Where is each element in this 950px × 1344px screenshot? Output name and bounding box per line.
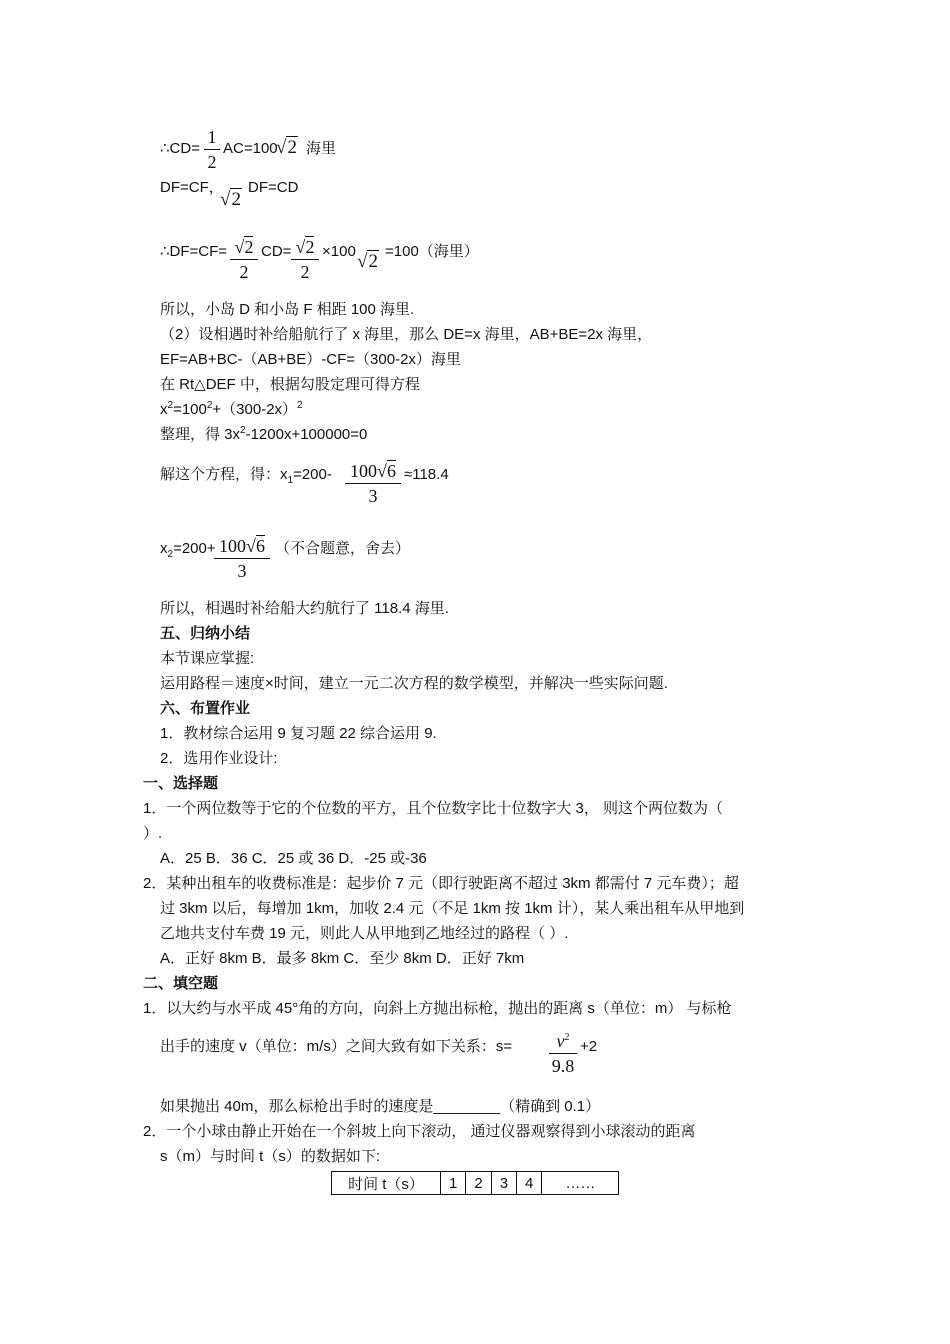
fraction-denominator: 3 bbox=[237, 561, 247, 581]
simplify-line: 整理，得 $3x^2-1200x+100000=0$ bbox=[160, 425, 368, 443]
table-cell: 2 bbox=[466, 1172, 491, 1195]
df-eq-cd: DF=CD bbox=[248, 179, 299, 196]
reject-note: （不合题意，舍去） bbox=[275, 540, 411, 557]
fraction-denominator: 2 bbox=[207, 152, 217, 172]
fill-q2-line-1: 2．一个小球由静止开始在一个斜坡上向下滚动， 通过仪器观察得到小球滚动的距离 bbox=[143, 1123, 696, 1140]
table-cell: 3 bbox=[491, 1172, 516, 1195]
fraction-denominator: 3 bbox=[368, 486, 378, 506]
summary-line-1: 本节课应掌握: bbox=[160, 650, 255, 667]
choice-q1-line-2: ）. bbox=[143, 825, 163, 842]
table-cell: 4 bbox=[517, 1172, 542, 1195]
fill-q1-line-3: 如果抛出 40m，那么标枪出手时的速度是________（精确到 0.1） bbox=[160, 1098, 601, 1115]
choice-q1-line-1: 1．一个两位数等于它的个位数的平方，且个位数字比十位数字大 3， 则这个两位数为（ bbox=[143, 800, 724, 817]
fraction-numerator: 100√6 bbox=[350, 461, 396, 481]
x2-line: $x_2=200+$ bbox=[160, 540, 216, 560]
equation-line: $x^2=100^2+(300-2x)^2$ bbox=[160, 400, 303, 418]
table-row bbox=[332, 1172, 619, 1195]
rt-line: 在 Rt△DEF 中，根据勾股定理可得方程 bbox=[160, 376, 420, 393]
fraction-numerator: 1 bbox=[207, 127, 217, 147]
summary-heading: 五、归纳小结 bbox=[160, 625, 251, 642]
fill-heading: 二、填空题 bbox=[143, 975, 219, 992]
table-cell: …… bbox=[542, 1172, 619, 1195]
fill-q1-line-1: 1．以大约与水平成 45°角的方向，向斜上方抛出标枪，抛出的距离 s（单位：m） 与标枪 bbox=[143, 1000, 732, 1017]
sqrt-2: √2 bbox=[357, 251, 378, 272]
ef-line: EF=AB+BC-（AB+BE）-CF=（300-2x）海里 bbox=[160, 351, 461, 368]
homework-item-1: 1．教材综合运用 9 复习题 22 综合运用 9. bbox=[160, 725, 437, 742]
fraction-numerator: $v^2$ bbox=[556, 1031, 570, 1051]
fraction-numerator: 100√6 bbox=[219, 536, 265, 556]
approx-value: ≈118.4 bbox=[404, 466, 449, 483]
choice-q2-line-2: 过 3km 以后，每增加 1km，加收 2.4 元（不足 1km 按 1km 计），某人乘出租车从甲地到 bbox=[160, 900, 745, 917]
choice-q1-options: A．25 B．36 C．25 或 36 D．-25 或-36 bbox=[160, 850, 427, 867]
fraction-denominator: 2 bbox=[239, 262, 249, 282]
table-cell: 1 bbox=[441, 1172, 466, 1195]
fraction-root2-over-2 bbox=[230, 236, 258, 283]
radicand: 2 bbox=[368, 251, 378, 272]
fraction-100root6-over-3 bbox=[214, 535, 270, 582]
cd-prefix: ∴CD= bbox=[160, 140, 200, 157]
distance-conclusion: 所以，小岛 D 和小岛 F 相距 100 海里. bbox=[160, 301, 415, 318]
df-prefix: ∴DF=CF= bbox=[160, 243, 228, 260]
times-100: ×100 bbox=[322, 243, 356, 260]
cd-mid: AC=100 bbox=[223, 140, 278, 157]
choice-heading: 一、选择题 bbox=[143, 775, 219, 792]
fraction-100root6-over-3 bbox=[345, 460, 401, 507]
fraction-denominator: 2 bbox=[300, 262, 310, 282]
fill-q1-line-2: 出手的速度 v（单位：m/s）之间大致有如下关系：s= bbox=[160, 1038, 513, 1055]
choice-q2-line-3: 乙地共支付车费 19 元，则此人从甲地到乙地经过的路程（ ）. bbox=[160, 925, 569, 942]
df-cf-line: DF=CF， bbox=[160, 179, 224, 196]
table-header-cell: 时间 t（s） bbox=[332, 1172, 441, 1195]
fraction-denominator: 9.8 bbox=[551, 1056, 575, 1076]
choice-q2-line-1: 2．某种出租车的收费标准是：起步价 7 元（即行驶距离不超过 3km 都需付 7 元车费）；超 bbox=[143, 875, 739, 892]
summary-line-2: 运用路程＝速度×时间，建立一元二次方程的数学模型，并解决一些实际问题. bbox=[160, 675, 668, 692]
equals-100: =100（海里） bbox=[385, 243, 479, 260]
fill-q2-line-2: s（m）与时间 t（s）的数据如下: bbox=[160, 1148, 380, 1165]
solve-line: 解这个方程，得：$x_1=200-$ bbox=[160, 466, 332, 486]
unit-haili: 海里 bbox=[306, 140, 337, 157]
homework-item-2: 2．选用作业设计: bbox=[160, 750, 278, 767]
fraction-numerator: √2 bbox=[295, 237, 315, 257]
radicand: 2 bbox=[287, 137, 297, 158]
fraction-v2-over-9.8 bbox=[549, 1030, 577, 1077]
fraction-half bbox=[204, 126, 220, 173]
fraction-root2-over-2 bbox=[291, 236, 319, 283]
choice-q2-options: A．正好 8km B．最多 8km C．至少 8km D．正好 7km bbox=[160, 950, 525, 967]
sqrt-2: √2 bbox=[276, 137, 297, 158]
plus-2: +2 bbox=[580, 1038, 598, 1055]
cd-label: CD= bbox=[261, 243, 292, 260]
fraction-numerator: √2 bbox=[234, 237, 254, 257]
final-conclusion: 所以，相遇时补给船大约航行了 118.4 海里. bbox=[160, 600, 449, 617]
part2-line: （2）设相遇时补给船航行了 x 海里，那么 DE=x 海里，AB+BE=2x 海里， bbox=[160, 326, 653, 343]
sqrt-2: √2 bbox=[220, 189, 241, 210]
radicand: 2 bbox=[231, 189, 241, 210]
time-table bbox=[331, 1171, 619, 1195]
homework-heading: 六、布置作业 bbox=[160, 700, 251, 717]
